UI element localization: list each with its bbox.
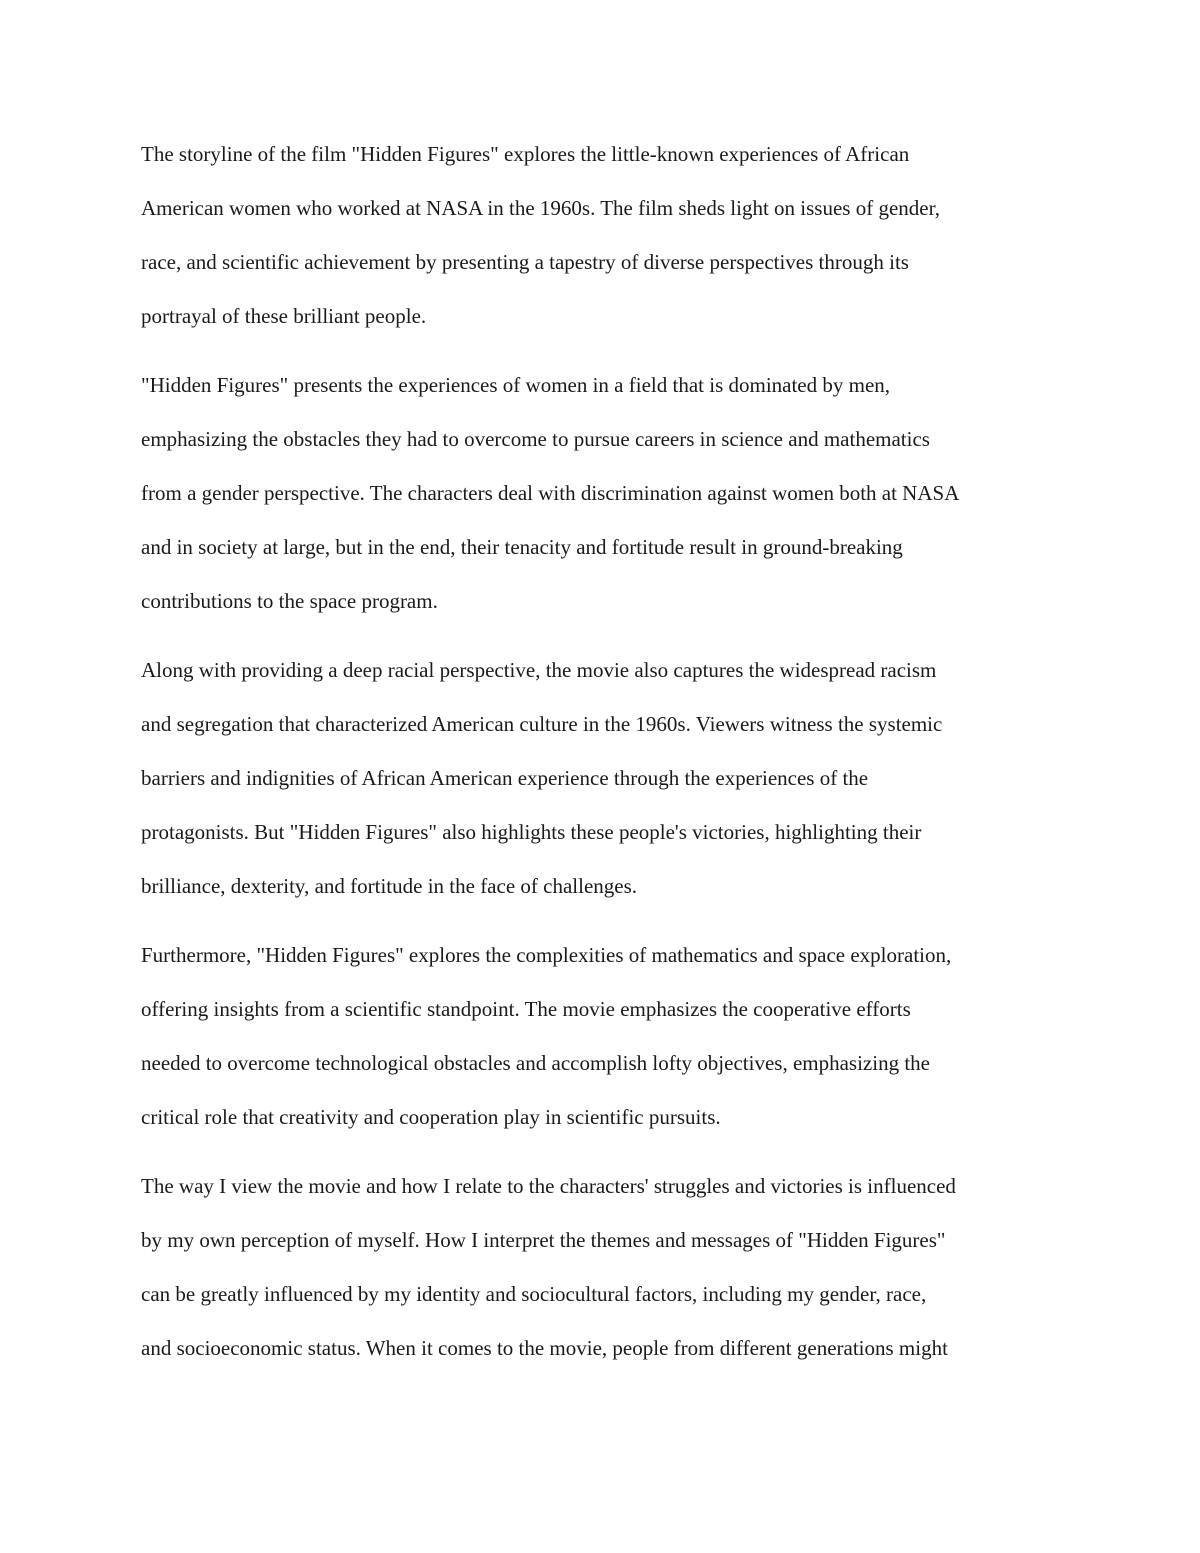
body-text: [141, 127, 1071, 1390]
paragraph-5: [141, 1159, 1071, 1375]
text-line: portrayal of these brilliant people.: [141, 304, 427, 328]
paragraph-4: [141, 928, 1071, 1144]
text-line: critical role that creativity and cooperation play in scientific pursuits.: [141, 1105, 721, 1129]
text-line: from a gender perspective. The characters deal with discrimination against women both at NASA: [141, 481, 960, 505]
text-line: Along with providing a deep racial perspective, the movie also captures the widespread racism: [141, 658, 937, 682]
text-line: emphasizing the obstacles they had to overcome to pursue careers in science and mathematics: [141, 427, 930, 451]
text-line: can be greatly influenced by my identity and sociocultural factors, including my gender, race,: [141, 1282, 927, 1306]
text-line: and socioeconomic status. When it comes to the movie, people from different generations might: [141, 1336, 948, 1360]
text-line: Furthermore, "Hidden Figures" explores the complexities of mathematics and space exploration,: [141, 943, 952, 967]
text-line: by my own perception of myself. How I interpret the themes and messages of "Hidden Figures": [141, 1228, 946, 1252]
text-line: The way I view the movie and how I relate to the characters' struggles and victories is influenced: [141, 1174, 956, 1198]
text-line: race, and scientific achievement by presenting a tapestry of diverse perspectives through its: [141, 250, 909, 274]
text-line: contributions to the space program.: [141, 589, 438, 613]
text-line: offering insights from a scientific standpoint. The movie emphasizes the cooperative efforts: [141, 997, 911, 1021]
text-line: The storyline of the film "Hidden Figures" explores the little-known experiences of African: [141, 142, 910, 166]
paragraph-1: [141, 127, 1071, 343]
text-line: "Hidden Figures" presents the experiences of women in a field that is dominated by men,: [141, 373, 891, 397]
text-line: brilliance, dexterity, and fortitude in the face of challenges.: [141, 874, 638, 898]
text-line: protagonists. But "Hidden Figures" also highlights these people's victories, highlighting their: [141, 820, 922, 844]
text-line: and segregation that characterized American culture in the 1960s. Viewers witness the systemic: [141, 712, 943, 736]
text-line: barriers and indignities of African American experience through the experiences of the: [141, 766, 869, 790]
paragraph-2: [141, 358, 1071, 628]
text-line: and in society at large, but in the end, their tenacity and fortitude result in ground-breaking: [141, 535, 903, 559]
text-line: needed to overcome technological obstacles and accomplish lofty objectives, emphasizing the: [141, 1051, 930, 1075]
text-line: American women who worked at NASA in the 1960s. The film sheds light on issues of gender,: [141, 196, 940, 220]
paragraph-3: [141, 643, 1071, 913]
